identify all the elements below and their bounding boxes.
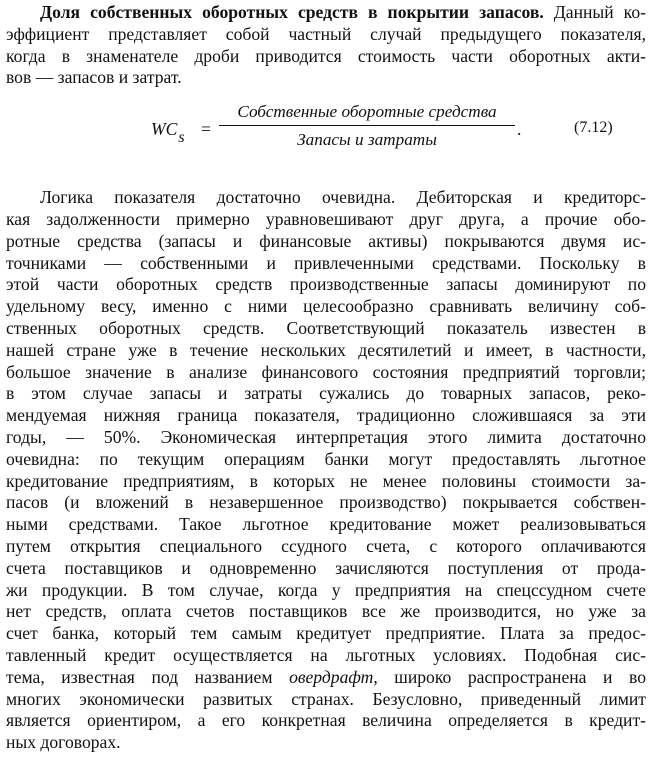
paragraph2-line-16: ными средствами. Такое льготное кредитование может реализовываться: [6, 514, 646, 535]
document-page: [6, 0, 646, 754]
definition-title: Доля собственных оборотных средств в покрытии запасов.: [40, 2, 544, 22]
paragraph2-line-13: очевидна: по текущим операциям банки могут предоставлять льготное: [6, 448, 646, 469]
paragraph2-line-26: ных договорах.: [6, 732, 121, 753]
paragraph2-line-11: мендуемая нижняя граница показателя, традиционно сложившаяся за эти: [6, 405, 646, 426]
paragraph2-line-6: удельному весу, именно с ними целесообразно сравнивать величину соб-: [6, 296, 646, 317]
paragraph-definition: [6, 0, 646, 89]
paragraph2-line-15: пасов (и вложений в незавершенное производство) покрывается собствен-: [6, 492, 646, 513]
formula-denominator: Запасы и затраты: [297, 130, 437, 150]
paragraph2-line-22: тавленный кредит осуществляется на льготных условиях. Подобная сис-: [6, 644, 646, 665]
formula-lhs-subscript: s: [178, 129, 185, 147]
paragraph2-line-18: счета поставщиков и одновременно зачисляются поступления от прода-: [6, 557, 646, 578]
paragraph2-line-4: точниками — собственными и привлеченными средствами. Поскольку в: [6, 252, 646, 273]
formula-number: (7.12): [574, 119, 613, 137]
formula-period: .: [517, 119, 522, 140]
formula-fraction: [219, 101, 515, 151]
paragraph1-line-2: эффициент представляет собой частный случай предыдущего показателя,: [6, 23, 646, 44]
paragraph2-line-20: нет средств, оплата счетов поставщиков все же производится, но уже за: [6, 601, 646, 622]
formula-equals: =: [201, 119, 211, 140]
paragraph-logic: [6, 187, 646, 754]
paragraph2-line-5: этой части оборотных средств производственные запасы доминируют по: [6, 274, 646, 295]
paragraph2-line-10: в этом случае запасы и затраты сужались до товарных запасов, реко-: [6, 383, 646, 404]
paragraph2-line-25: является ориентиром, а его конкретная величина определяется в кредит-: [6, 710, 646, 731]
paragraph2-line-1: Логика показателя достаточно очевидна. Дебиторская и кредиторс-: [40, 187, 646, 208]
formula-7-12: [6, 101, 646, 163]
fraction-bar: [219, 125, 515, 126]
term-overdraft: овердрафт: [289, 666, 374, 687]
paragraph2-line-7: ственных оборотных средств. Соответствующий показатель известен в: [6, 317, 646, 338]
paragraph2-line-9: большое значение в анализе финансового состояния предприятий торговли;: [6, 361, 646, 382]
paragraph2-line-8: нашей стране уже в течение нескольких десятилетий и имеет, в частности,: [6, 339, 646, 360]
paragraph2-line-19: жи продукции. В том случае, когда у предприятия на спецссудном счете: [6, 579, 646, 600]
paragraph2-line-23: тема, известная под названием овердрафт, широко распространена и во: [6, 666, 646, 687]
paragraph2-line-21: счет банка, который тем самым кредитует предприятие. Плата за предос-: [6, 623, 646, 644]
paragraph2-line-24: многих экономически развитых странах. Безусловно, приведенный лимит: [6, 688, 646, 709]
paragraph1-line-1: Данный ко-: [543, 2, 646, 22]
paragraph2-line-3: ротные средства (запасы и финансовые активы) покрываются двумя ис-: [6, 230, 646, 251]
paragraph2-line-12: годы, — 50%. Экономическая интерпретация этого лимита достаточно: [6, 426, 646, 447]
paragraph2-line-14: кредитование предприятиям, в которых не менее половины стоимости за-: [6, 470, 646, 491]
formula-numerator: Собственные оборотные средства: [237, 102, 497, 122]
paragraph2-line-17: путем открытия специального ссудного счета, с которого оплачиваются: [6, 535, 646, 556]
formula-lhs: WCs: [151, 119, 185, 147]
paragraph1-line-4: вов — запасов и затрат.: [6, 67, 182, 88]
paragraph1-line-3: когда в знаменателе дроби приводится стоимость части оборотных акти-: [6, 45, 646, 66]
paragraph2-line-2: кая задолженности примерно уравновешивают друг друга, а прочие обо-: [6, 208, 646, 229]
